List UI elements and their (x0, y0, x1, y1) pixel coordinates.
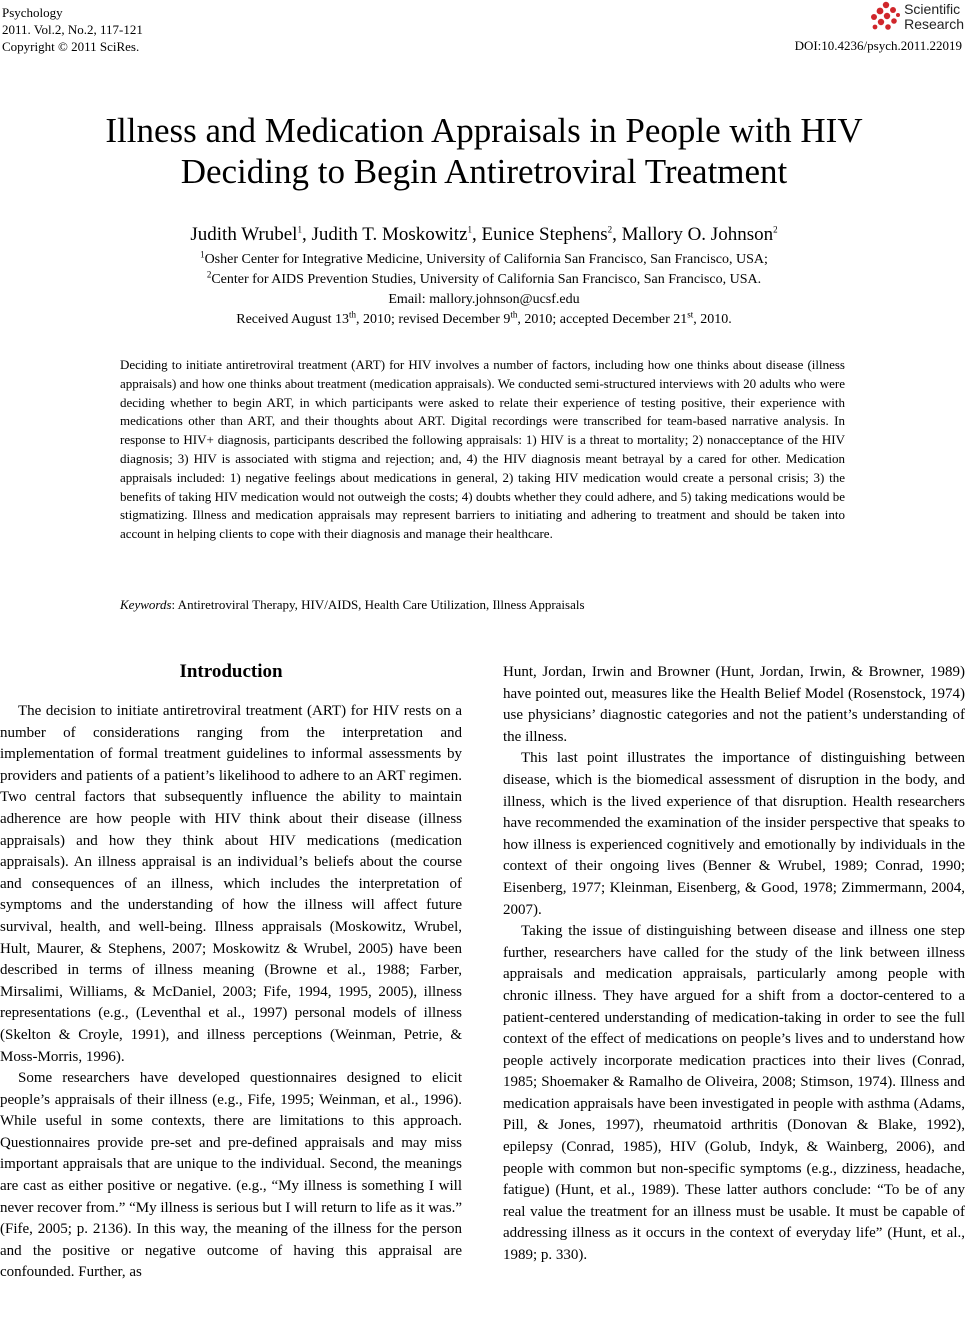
author-separator: , (301, 224, 312, 245)
body-paragraph: The decision to initiate antiretroviral treatment (ART) for HIV rests on a number of considerations ranging from the interpretation and implementation of formal treatment guidelines to informal assessments by providers and patients of a patient’s likelihood to adhere to an ART regimen. Two central factors that subsequently influence the ability to maintain adherence are how people with HIV think about their disease (illness appraisals) and how they think about HIV medications (medication appraisals). An illness appraisal is an individual’s beliefs about the course and consequences of an illness, which includes the interpretation of symptoms and the understanding of how the illness will affect future survival, health, and well-being. Illness appraisals (Moskowitz, Wrubel, Hult, Maurer, & Stephens, 2007; Moskowitz & Wrubel, 2005) have been described in terms of illness meaning (Browne et al., 1988; Farber, Mirsalimi, Williams, & McDaniel, 2003; Fife, 1994, 1995, 2005), illness representations (e.g., (Leventhal et al., 1997) personal models of illness (Skelton & Croyle, 1991), and illness perceptions (Weinman, Petrie, & Moss-Morris, 1996). (0, 703, 462, 1065)
copyright-line: Copyright © 2011 SciRes. (2, 39, 140, 54)
section-heading-introduction: Introduction (179, 661, 283, 682)
journal-header (2, 4, 143, 55)
author-separator: , (472, 224, 482, 245)
author-name: Judith T. Moskowitz (311, 224, 468, 245)
paper-title (0, 110, 968, 192)
affiliation-number: 2 (206, 269, 212, 280)
author-name: Judith Wrubel (190, 224, 298, 245)
body-paragraph: Some researchers have developed questionnaires designed to elicit people’s appraisals of their illness (e.g., Fife, 1995; Weinman, et al., 1996). While useful in some contexts, there are limitations to this approach. Questionnaires provide pre-set and pre-defined appraisals and may miss important appraisals that are unique to the individual. Second, the meanings are cast as either positive or negative. (e.g., “My illness is something I will never recover from.” “My illness is serious but I will return to life as it was.” (Fife, 2005; p. 2136). In this way, the meaning of the illness for the person and the positive or negative outcome of having this appraisal are confounded. Further, as (0, 1070, 462, 1281)
left-column (0, 660, 462, 1284)
affiliation-text: Osher Center for Integrative Medicine, University of California San Francisco, San Francisco, USA; (204, 252, 768, 267)
journal-volume: 2011. Vol.2, No.2, 117-121 (2, 22, 143, 37)
affiliation-number: 1 (200, 249, 205, 260)
keywords-list: : Antiretroviral Therapy, HIV/AIDS, Health Care Utilization, Illness Appraisals (171, 597, 585, 612)
author-affiliation-mark: 2 (773, 224, 778, 235)
journal-name: Psychology (2, 5, 63, 20)
affiliation-1 (0, 250, 968, 269)
author-email: Email: mallory.johnson@ucsf.edu (388, 292, 580, 307)
author-separator: , (612, 224, 622, 245)
ordinal-suffix: th (349, 309, 357, 320)
author-list (0, 223, 968, 247)
received-dates (0, 310, 968, 329)
affiliation-2 (0, 270, 968, 289)
accepted-date: , 2010; accepted December 21 (517, 312, 688, 327)
title-line-2: Deciding to Begin Antiretroviral Treatment (180, 152, 788, 191)
author-affiliation-mark: 1 (467, 224, 473, 235)
keywords-label: Keywords (120, 597, 172, 612)
doi-line: DOI:10.4236/psych.2011.22019 (794, 38, 962, 53)
ordinal-suffix: th (510, 309, 518, 320)
accepted-year: , 2010. (693, 312, 732, 327)
affiliation-text: Center for AIDS Prevention Studies, University of California San Francisco, San Francisco, USA. (211, 272, 762, 287)
author-name: Eunice Stephens (481, 224, 608, 245)
author-affiliation-mark: 1 (297, 224, 302, 235)
logo-line-2: Research (904, 16, 964, 32)
scientific-research-logo-icon (866, 0, 902, 34)
author-affiliation-mark: 2 (607, 224, 613, 235)
publisher-logo (866, 0, 964, 34)
abstract: Deciding to initiate antiretroviral treatment (ART) for HIV involves a number of factors, including how one thinks about disease (illness appraisals) and how one thinks about treatment (medication appraisals). We conducted semi-structured interviews with 20 adults who were deciding whether to begin ART, in which participants were asked to relate their experience of testing positive, their experience with medications other than ART, and their thoughts about ART. Digital recordings were transcribed for team-based narrative analysis. In response to HIV+ diagnosis, participants described the following appraisals: 1) HIV is a threat to mortality; 2) nonacceptance of the HIV diagnosis; 3) HIV is associated with stigma and rejection; and, 4) the HIV diagnosis meant betrayal by a cared for other. Medication appraisals included: 1) negative feelings about medications in general, 2) taking HIV medication would create a personal crisis; 3) the benefits of taking HIV medication would not outweigh the costs; 4) doubts whether they could adhere, and 5) taking medications would be stigmatizing. Illness and medication appraisals may represent barriers to initiating and adhering to treatment and should be taken into account in helping clients to cope with their diagnosis and manage their healthcare. (120, 357, 845, 542)
received-date: Received August 13 (236, 312, 349, 327)
ordinal-suffix: st (687, 309, 694, 320)
revised-date: , 2010; revised December 9 (356, 312, 511, 327)
body-paragraph: Taking the issue of distinguishing between disease and illness one step further, researchers have called for the study of the link between illness appraisals and medication appraisals, particularly among people with chronic illness. They have argued for a shift from a doctor-centered to a patient-centered understanding of medication-taking in order to see the full context of the effect of medications on people’s lives and to understand how people actively incorporate medication practices into their lives (Conrad, 1985; Shoemaker & Ramalho de Oliveira, 2008; Stimson, 1974). Illness and medication appraisals have been investigated in people with asthma (Adams, Pill, & Jones, 1997), rheumatoid arthritis (Donovan & Blake, 1992), epilepsy (Conrad, 1985), HIV (Golub, Indyk, & Wainberg, 2006), and people with common but non-specific symptoms (e.g., dizziness, headache, fatigue) (Hunt, et al., 1989). These latter authors conclude: “To be of any real value the treatment for an illness must be usable. It must be capable of addressing illness as it occurs in the context of everyday life” (Hunt, et al., 1989; p. 330). (503, 923, 965, 1264)
right-column (503, 662, 965, 1267)
logo-text (904, 2, 964, 32)
body-paragraph: This last point illustrates the importance of distinguishing between disease, which is the biomedical assessment of disruption in the body, and illness, which is the lived experience of that disruption. Health researchers have recommended the examination of the insider perspective that speaks to how illness is experienced cognitively and emotionally by individuals in the context of their ongoing lives (Benner & Wrubel, 1989; Conrad, 1990; Eisenberg, 1977; Kleinman, Eisenberg, & Good, 1978; Zimmermann, 2004, 2007). (503, 750, 965, 918)
title-line-1: Illness and Medication Appraisals in People with HIV (105, 111, 863, 150)
keywords (120, 596, 585, 614)
author-name: Mallory O. Johnson (621, 224, 774, 245)
logo-line-1: Scientific (904, 1, 961, 17)
body-paragraph: Hunt, Jordan, Irwin and Browner (Hunt, Jordan, Irwin, & Browner, 1989) have pointed out, measures like the Health Belief Model (Rosenstock, 1974) use physicians’ diagnostic categories and not the patient’s understanding of the illness. (503, 664, 965, 745)
